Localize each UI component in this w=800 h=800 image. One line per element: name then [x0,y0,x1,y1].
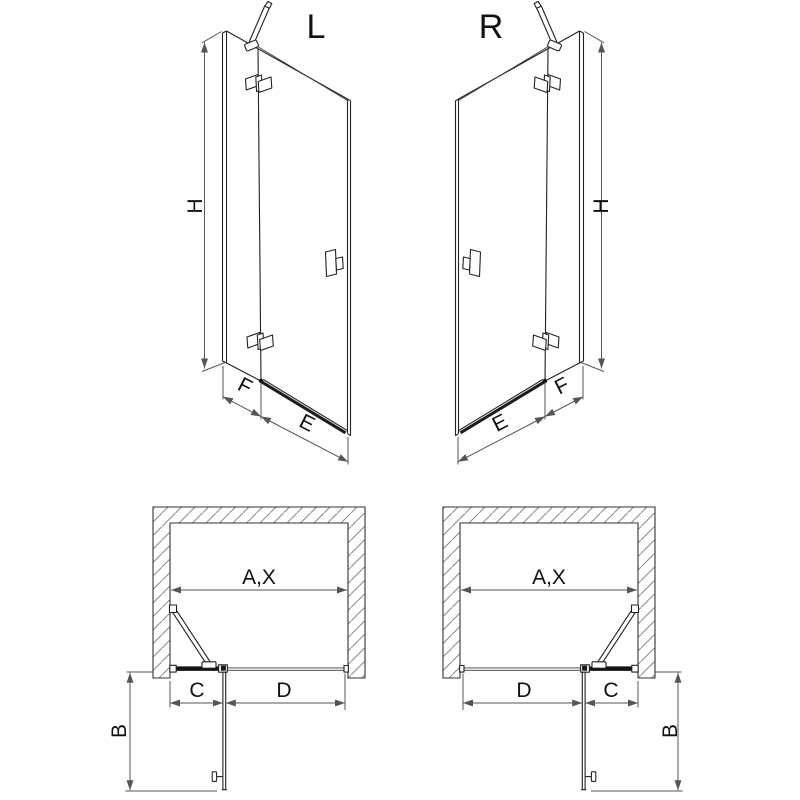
height-dim-label-right: H [590,198,613,214]
opening-width-label-right: A,X [532,566,566,589]
fixed-dim-label-right: F [551,373,573,400]
height-dim-label-left: H [184,198,207,214]
fixed-dim-label-left: F [234,373,256,400]
plan-walls-left [153,507,365,678]
d-dim-label-right: D [516,679,532,702]
plan-walls-right [443,507,655,678]
door-3d-view-right [456,1,605,464]
b-dim-label-left: B [108,723,131,739]
d-dim-label-left: D [276,679,292,702]
c-dim-label-right: C [603,679,619,702]
door-dim-label-right: E [488,409,512,437]
door-dim-label-left: E [295,409,319,437]
c-dim-label-left: C [189,679,205,702]
variant-label-right: R [478,8,504,46]
b-dim-label-right: B [659,723,682,739]
door-3d-view-left [202,1,351,464]
opening-width-label-left: A,X [242,566,276,589]
variant-label-left: L [306,8,326,46]
